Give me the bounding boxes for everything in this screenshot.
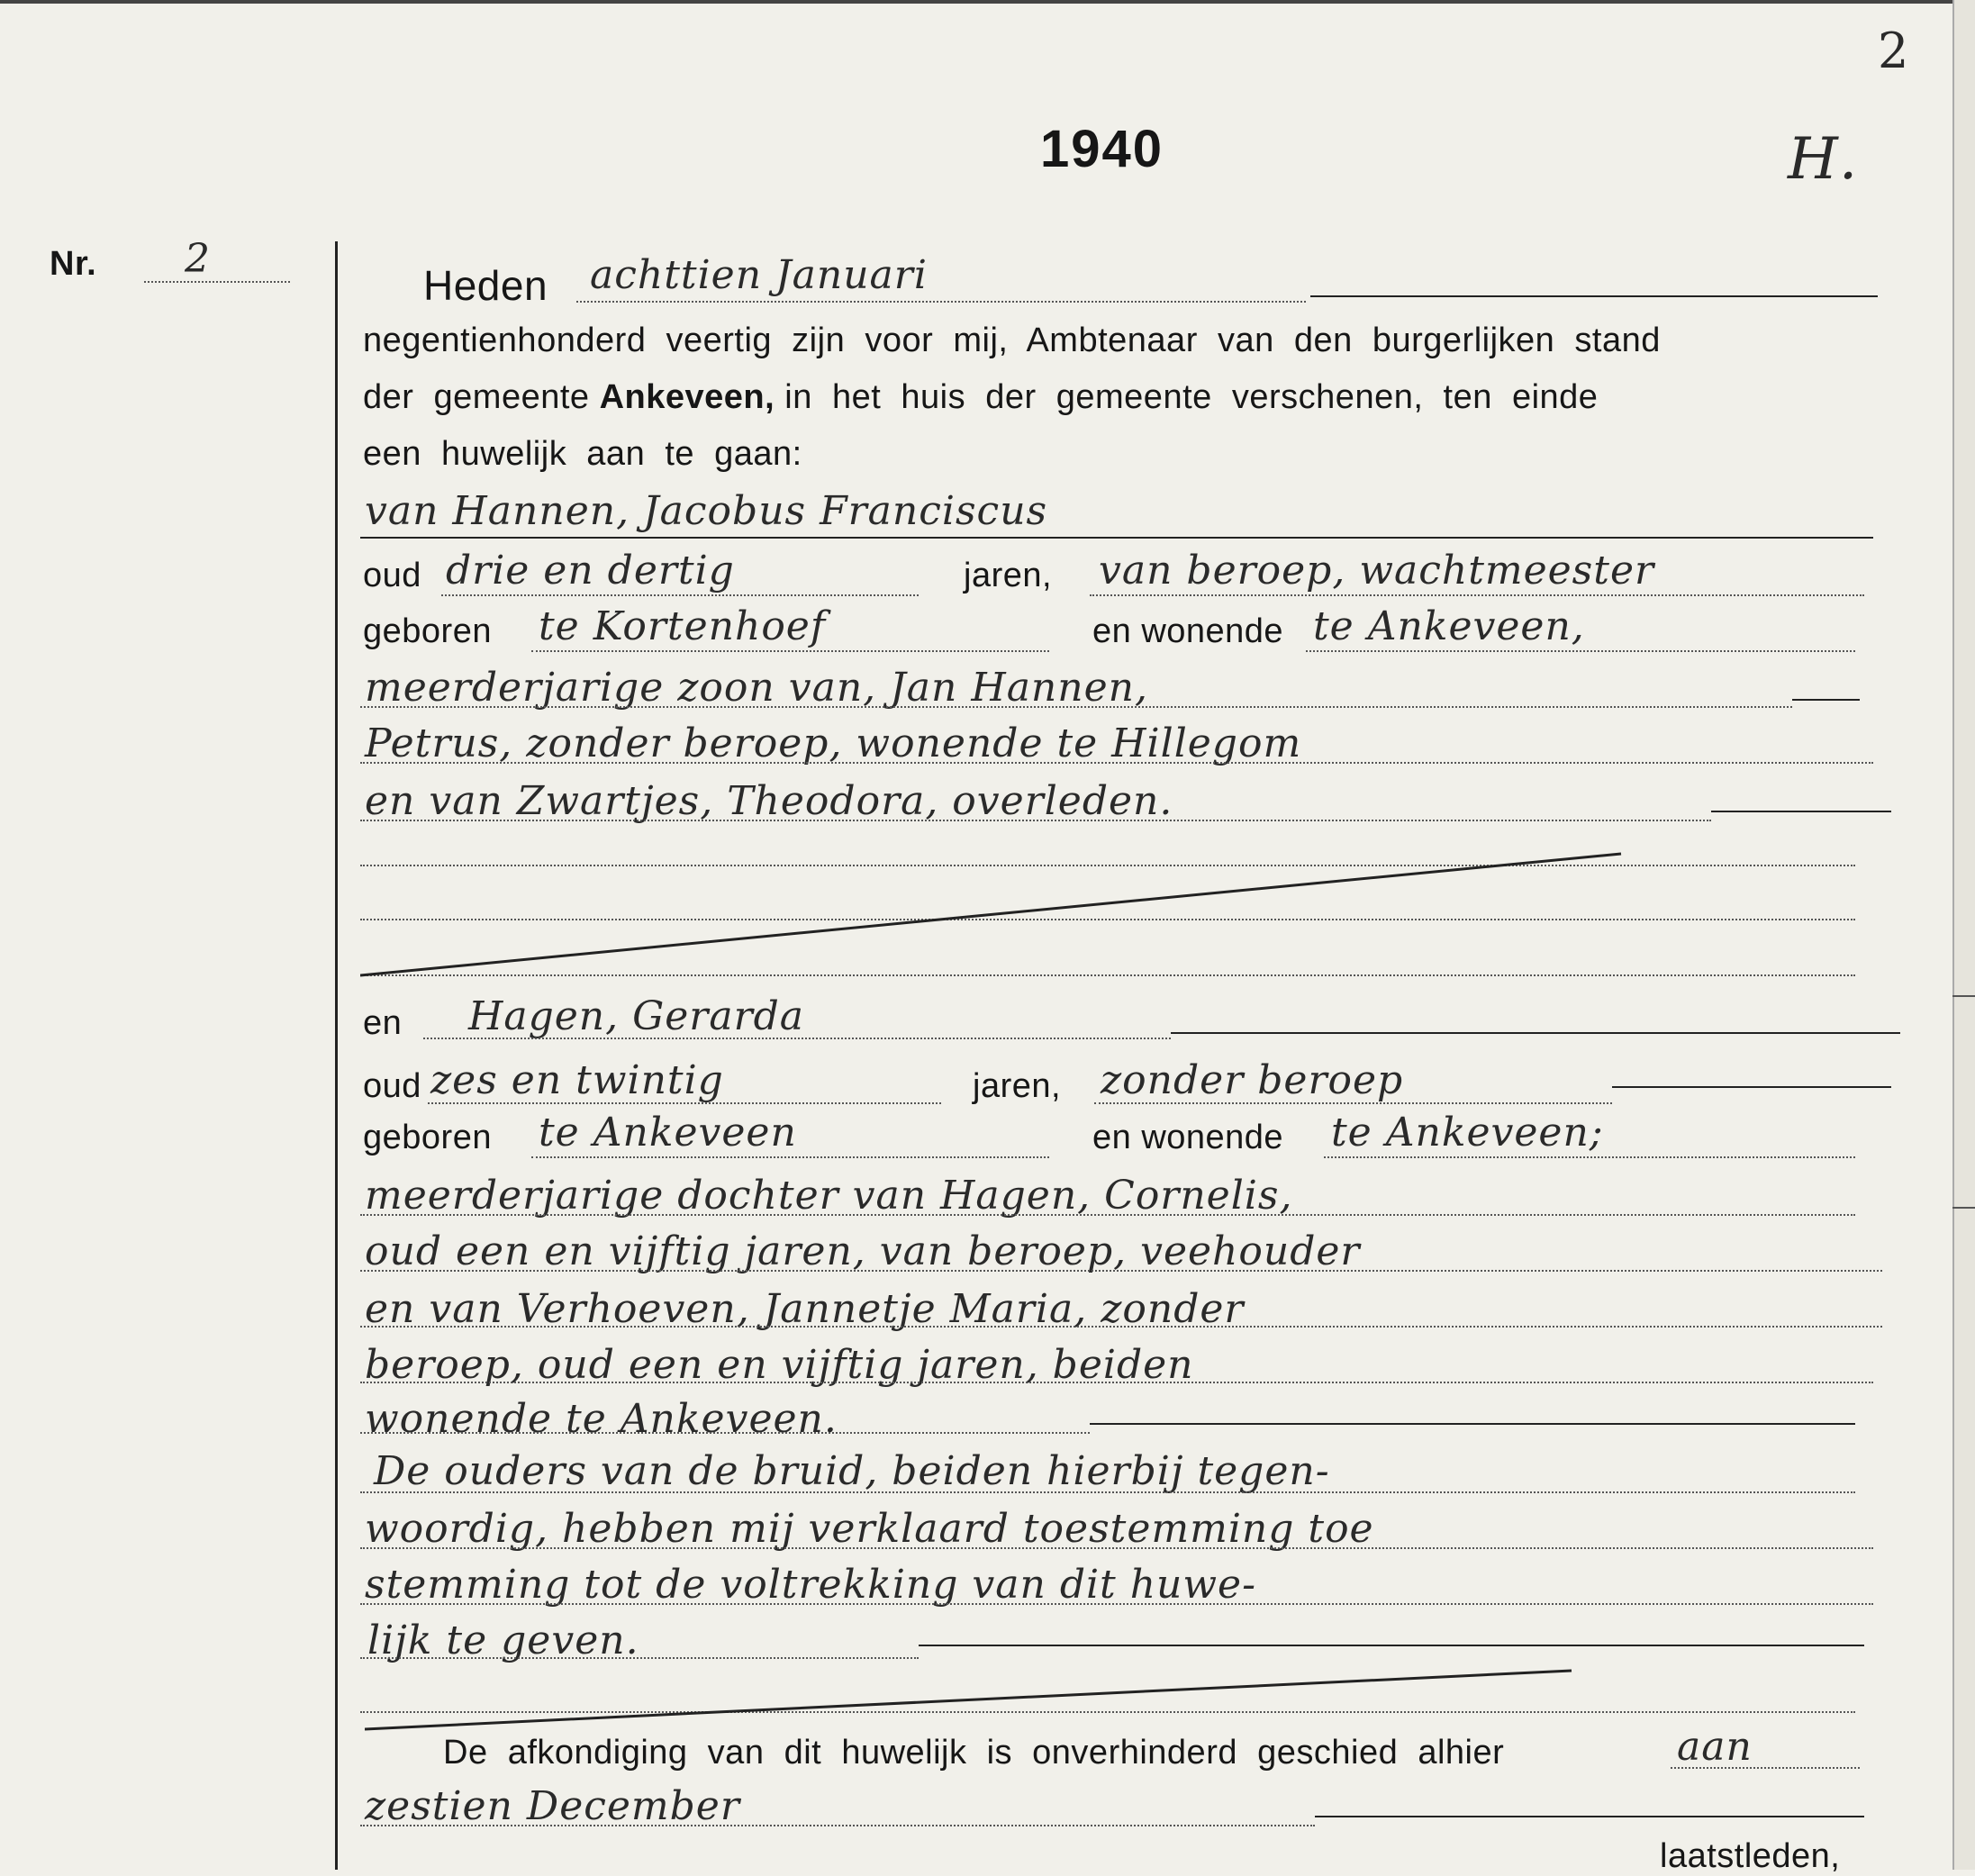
consent-line-c: stemming tot de voltrekking van dit huwe- xyxy=(365,1562,1256,1608)
groom-age-dotline xyxy=(441,594,919,596)
consent-line-b-dotline xyxy=(360,1547,1873,1549)
groom-birthplace: te Kortenhoef xyxy=(539,603,827,649)
bride-profession: zonder beroep xyxy=(1101,1057,1404,1103)
groom-line-a-dotline xyxy=(360,706,1792,708)
bride-jaren-label: jaren, xyxy=(973,1067,1062,1105)
bride-age: zes en twintig xyxy=(430,1057,724,1103)
bride-name: Hagen, Gerarda xyxy=(468,993,805,1039)
bride-line-c: en van Verhoeven, Jannetje Maria, zonder xyxy=(365,1286,1245,1332)
consent-line-a-dotline xyxy=(360,1491,1855,1493)
bride-line-e-end xyxy=(1090,1423,1855,1425)
consent-line-d: lijk te geven. xyxy=(367,1618,639,1663)
groom-name-line xyxy=(360,537,1873,539)
consent-line-c-dotline xyxy=(360,1603,1873,1605)
bride-line-a-dotline xyxy=(360,1214,1855,1216)
groom-line-a: meerderjarige zoon van, Jan Hannen, xyxy=(365,665,1148,711)
bride-oud-label: oud xyxy=(363,1067,421,1105)
bride-profession-line xyxy=(1612,1086,1891,1088)
nr-label: Nr. xyxy=(50,245,97,283)
afkondiging-date: zestien December xyxy=(365,1783,740,1829)
bride-wonende-label: en wonende xyxy=(1092,1119,1284,1156)
groom-wonende-label: en wonende xyxy=(1092,612,1284,650)
groom-residence: te Ankeveen, xyxy=(1313,603,1585,649)
edge-mark xyxy=(1952,995,1975,997)
afkondiging-dotline xyxy=(1671,1767,1860,1769)
bride-line-d: beroep, oud een en vijftig jaren, beiden xyxy=(365,1342,1194,1388)
consent-line-a: De ouders van de bruid, beiden hierbij tegen- xyxy=(374,1448,1330,1494)
bride-residence: te Ankeveen; xyxy=(1331,1110,1604,1156)
bride-name-line xyxy=(1171,1032,1900,1034)
groom-line-c-end xyxy=(1711,811,1891,812)
groom-profession-dotline xyxy=(1090,594,1864,596)
bride-profession-dotline xyxy=(1094,1102,1612,1104)
intro-line-4: een huwelijk aan te gaan: xyxy=(363,435,802,473)
record-year: 1940 xyxy=(1040,120,1164,178)
clerk-initial: H. xyxy=(1788,126,1859,193)
afkondiging-aan: aan xyxy=(1677,1724,1753,1770)
bride-line-b: oud een en vijftig jaren, van beroep, veehouder xyxy=(365,1228,1361,1274)
laatstleden-label: laatstleden, xyxy=(1660,1837,1841,1875)
groom-line-c-dotline xyxy=(360,820,1711,821)
intro-line-3: der gemeente Ankeveen, in het huis der gemeente verschenen, ten einde xyxy=(363,378,1599,416)
afkondiging-text: De afkondiging van dit huwelijk is onverhinderd geschied alhier xyxy=(443,1734,1505,1772)
date-handwritten: achttien Januari xyxy=(590,252,928,298)
bride-en-label: en xyxy=(363,1004,403,1042)
bride-line-c-dotline xyxy=(360,1326,1882,1328)
bride-line-a: meerderjarige dochter van Hagen, Cornelis, xyxy=(365,1173,1293,1219)
groom-oud-label: oud xyxy=(363,557,421,594)
consent-line-d-dotline xyxy=(360,1657,919,1659)
nr-dotline xyxy=(144,281,290,283)
top-border xyxy=(0,0,1975,4)
consent-line-b: woordig, hebben mij verklaard toestemming toe xyxy=(365,1506,1374,1552)
nr-value: 2 xyxy=(185,236,211,282)
margin-divider xyxy=(335,241,338,1870)
strike-line xyxy=(365,1666,1581,1738)
groom-birthplace-dotline xyxy=(531,650,1049,652)
bride-line-b-dotline xyxy=(360,1270,1882,1272)
intro-line-2: negentienhonderd veertig zijn voor mij, Ambtenaar van den burgerlijken stand xyxy=(363,322,1661,359)
groom-line-b: Petrus, zonder beroep, wonende te Hillegom xyxy=(365,720,1302,766)
groom-name: van Hannen, Jacobus Franciscus xyxy=(365,488,1048,534)
bride-line-e-dotline xyxy=(360,1432,1090,1434)
edge-mark xyxy=(1952,1207,1975,1209)
page-number: 2 xyxy=(1878,23,1910,79)
date-line xyxy=(1310,295,1878,297)
bride-birthplace-dotline xyxy=(531,1156,1049,1158)
bride-age-dotline xyxy=(428,1102,941,1104)
heden-label: Heden xyxy=(423,262,548,309)
bride-residence-dotline xyxy=(1324,1156,1855,1158)
afkondiging-date-dotline xyxy=(360,1825,1315,1826)
groom-line-b-dotline xyxy=(360,762,1873,764)
afkondiging-date-line xyxy=(1315,1816,1864,1817)
strike-line xyxy=(360,847,1846,982)
groom-line-a-end xyxy=(1792,699,1860,701)
groom-residence-dotline xyxy=(1306,650,1855,652)
date-dotline xyxy=(576,301,1306,303)
groom-line-c: en van Zwartjes, Theodora, overleden. xyxy=(365,778,1173,824)
bride-line-e: wonende te Ankeveen. xyxy=(365,1396,838,1442)
groom-geboren-label: geboren xyxy=(363,612,492,650)
bride-geboren-label: geboren xyxy=(363,1119,492,1156)
bride-birthplace: te Ankeveen xyxy=(539,1110,797,1156)
bride-line-d-dotline xyxy=(360,1382,1873,1383)
groom-jaren-label: jaren, xyxy=(964,557,1053,594)
bride-name-dotline xyxy=(423,1038,1171,1039)
groom-age: drie en dertig xyxy=(446,548,735,594)
consent-line-d-end xyxy=(919,1645,1864,1646)
page-edge xyxy=(1952,0,1975,1870)
groom-profession: van beroep, wachtmeester xyxy=(1099,548,1655,594)
